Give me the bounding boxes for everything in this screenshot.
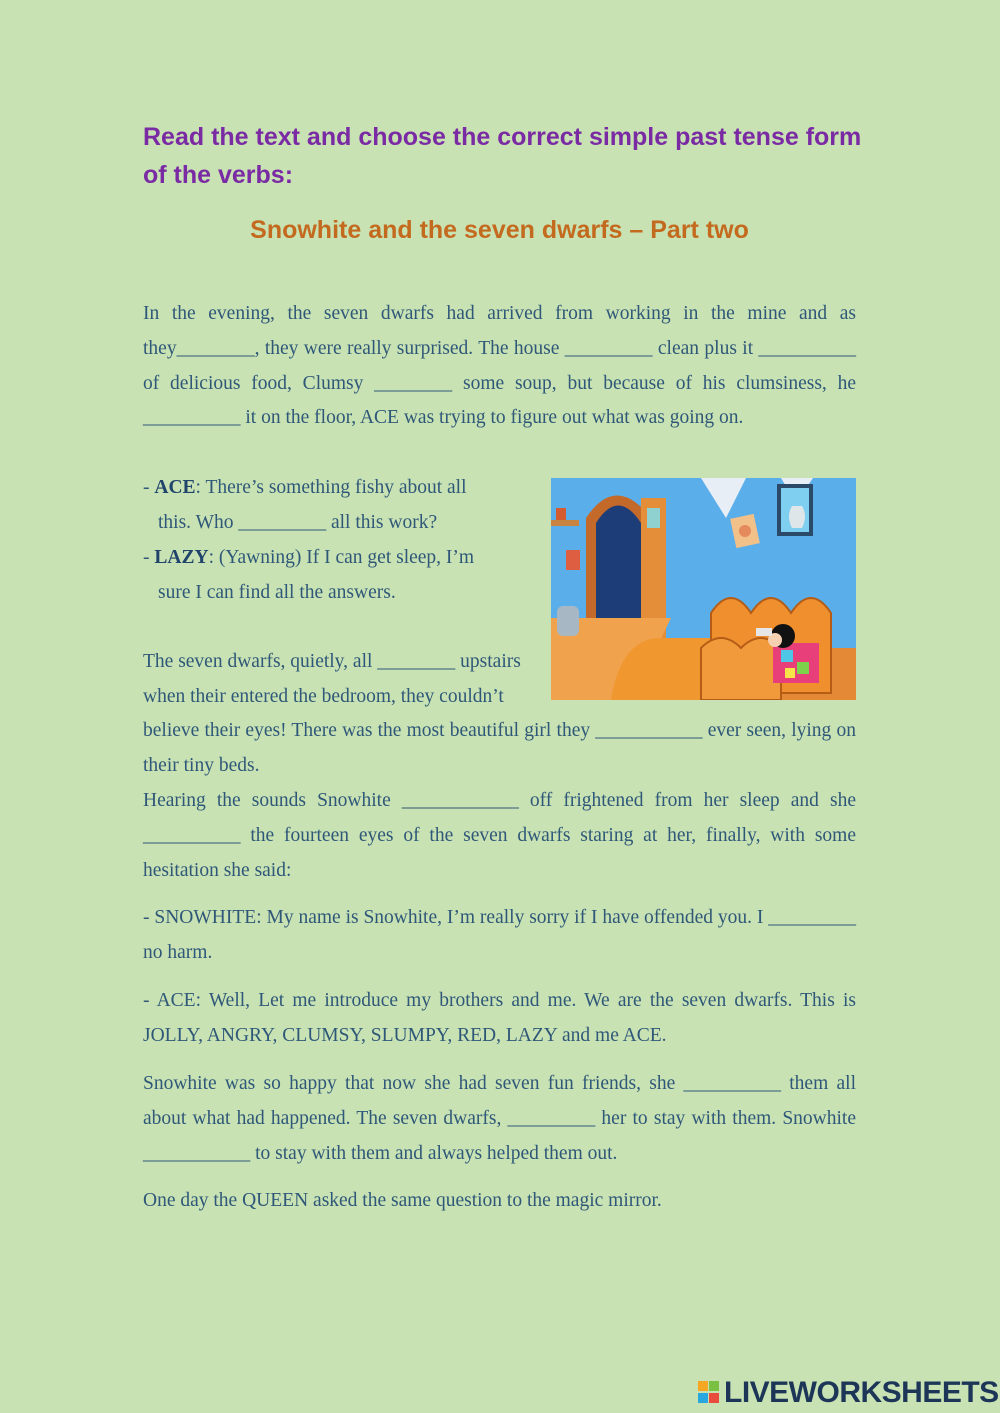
dialogue-ace: - ACE: There’s something fishy about all this. Who _________ all this work?	[143, 471, 467, 541]
bedroom-illustration	[551, 478, 856, 700]
page-title: Read the text and choose the correct simple past tense form of the verbs:	[143, 123, 862, 189]
speaker-ace: ACE	[154, 477, 196, 498]
liveworksheets-logo-icon	[697, 1379, 721, 1407]
lazy-line-a: : (Yawning) If I can get sleep, I’m	[208, 547, 475, 568]
lazy-line-b: sure I can find all the answers.	[158, 581, 396, 603]
story-paragraph-6: Snowhite was so happy that now she had seven fun friends, she __________ them all about what had happened. The seven dwarfs, _________ her to stay with them. Snowhite ___________ to stay with them and always helped them out.	[143, 1073, 856, 1164]
story-paragraph-2c: believe their eyes! There was the most beautiful girl they ___________ ever seen, lying on their tiny beds.	[143, 720, 856, 776]
liveworksheets-logo	[697, 1376, 999, 1410]
story-subtitle: Snowhite and the seven dwarfs – Part two	[250, 216, 749, 244]
story-paragraph-2a: The seven dwarfs, quietly, all ________ upstairs	[143, 651, 521, 672]
liveworksheets-logo-text: LIVEWORKSHEETS	[724, 1376, 999, 1409]
ace-line-a: : There’s something fishy about all	[195, 477, 467, 498]
ace-line-b: this. Who _________ all this work?	[158, 511, 438, 533]
story-paragraph-3: Hearing the sounds Snowhite ____________ off frightened from her sleep and she __________ the fourteen eyes of the seven dwarfs staring at her, finally, with some hesitation she said:	[143, 790, 856, 881]
story-paragraph-1: In the evening, the seven dwarfs had arrived from working in the mine and as they________, they were really surprised. The house _________ clean plus it __________ of delicious food, Clumsy ________ some soup, but because of his clumsiness, he __________ it on the floor, ACE was trying to figure out what was going on.	[143, 303, 856, 429]
speaker-lazy: LAZY	[154, 547, 209, 568]
story-paragraph-4: - SNOWHITE: My name is Snowhite, I’m really sorry if I have offended you. I _________ no harm.	[143, 907, 856, 963]
story-paragraph-2b: when their entered the bedroom, they couldn’t	[143, 686, 504, 707]
story-paragraph-7: One day the QUEEN asked the same question to the magic mirror.	[143, 1190, 662, 1211]
dialogue-lazy: - LAZY: (Yawning) If I can get sleep, I’m sure I can find all the answers.	[143, 541, 474, 611]
story-paragraph-5: - ACE: Well, Let me introduce my brothers and me. We are the seven dwarfs. This is JOLLY, ANGRY, CLUMSY, SLUMPY, RED, LAZY and me ACE.	[143, 990, 856, 1046]
